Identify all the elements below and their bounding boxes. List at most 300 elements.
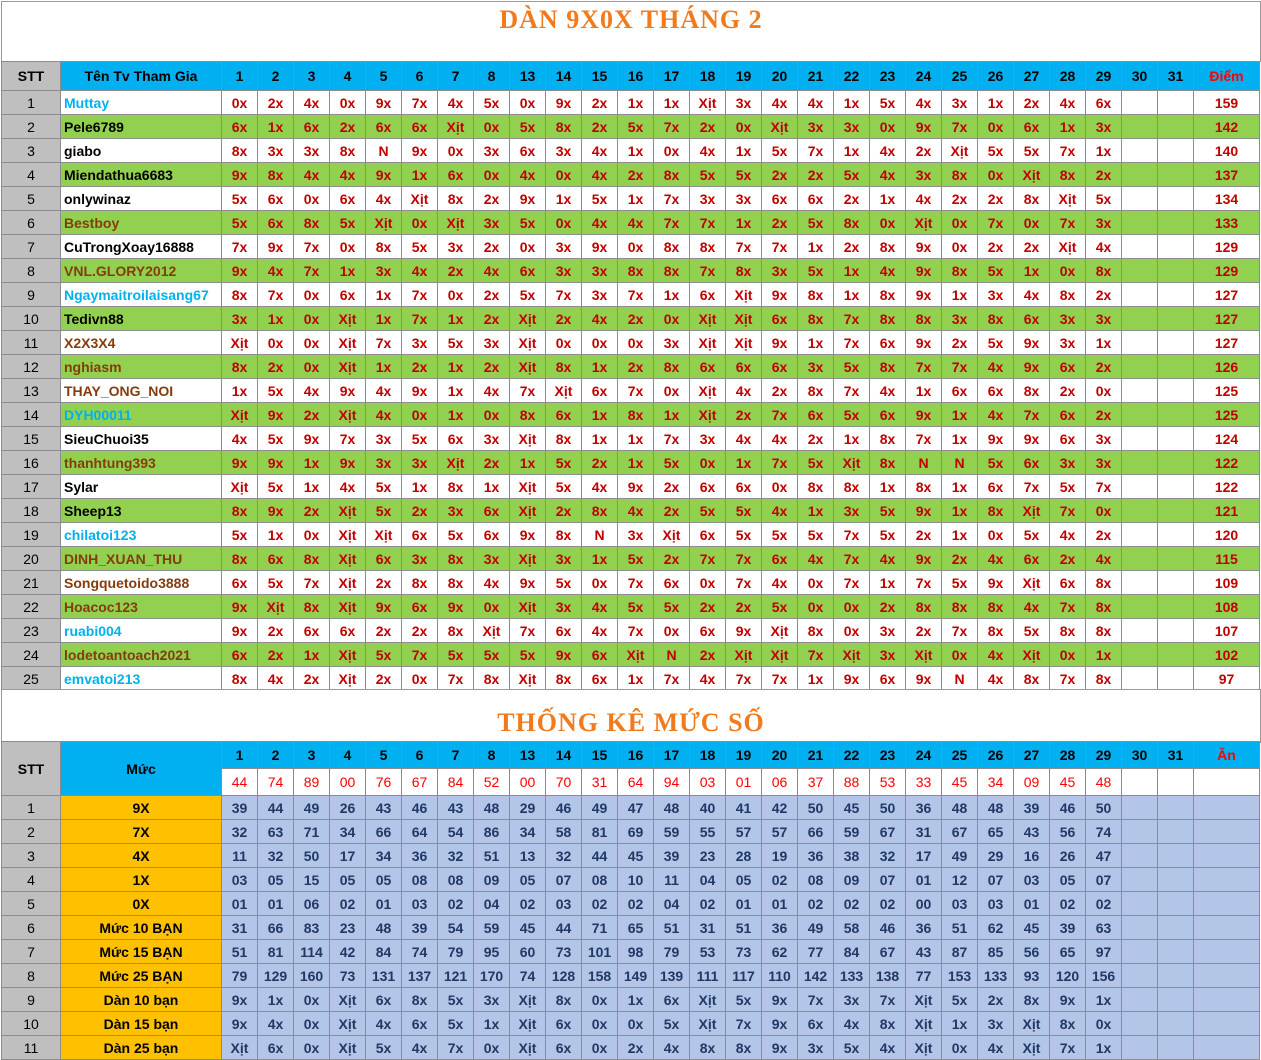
day-result: 8x [1086, 619, 1122, 643]
day-result: 2x [762, 163, 798, 187]
day-result: 8x [1086, 259, 1122, 283]
day-result: 2x [474, 307, 510, 331]
level-count [1158, 796, 1194, 820]
level-count: 48 [474, 796, 510, 820]
day-result: 5x [942, 571, 978, 595]
day-result [1158, 667, 1194, 691]
row-number: 16 [2, 451, 61, 475]
day-result: 6x [978, 379, 1014, 403]
member-row [2, 547, 1260, 571]
day-result: 8x [438, 571, 474, 595]
day-result: 4x [870, 547, 906, 571]
level-count [1122, 1036, 1158, 1060]
day-result: 2x [978, 187, 1014, 211]
day-result: 2x [402, 499, 438, 523]
day-result: 7x [690, 211, 726, 235]
result-number: 53 [870, 769, 906, 796]
day-result: 5x [798, 523, 834, 547]
day-result: 1x [366, 283, 402, 307]
day-result: 4x [582, 211, 618, 235]
day-result: Xịt [330, 595, 366, 619]
level-count: 5x [726, 988, 762, 1012]
level-count: 74 [510, 964, 546, 988]
day-result: 6x [330, 187, 366, 211]
level-count: 54 [438, 916, 474, 940]
day-result: 0x [330, 235, 366, 259]
day-result: Xịt [906, 643, 942, 667]
an-header: Ăn [1194, 742, 1260, 769]
level-label: 4X [61, 844, 222, 868]
row-number: 7 [2, 235, 61, 259]
day-header: 28 [1050, 62, 1086, 91]
row-number: 2 [2, 115, 61, 139]
level-count [1158, 844, 1194, 868]
day-result: 3x [402, 547, 438, 571]
level-count: 4x [258, 1012, 294, 1036]
day-result: 4x [582, 619, 618, 643]
day-result: 0x [942, 235, 978, 259]
day-result: 2x [906, 619, 942, 643]
level-count: 02 [870, 892, 906, 916]
stats-row [2, 892, 1260, 916]
level-count: 8x [546, 988, 582, 1012]
level-count: 2x [618, 1036, 654, 1060]
level-count: 101 [582, 940, 618, 964]
level-count: 09 [474, 868, 510, 892]
level-count: 5x [834, 1036, 870, 1060]
row-number: 20 [2, 547, 61, 571]
level-count [1158, 1012, 1194, 1036]
stats-row [2, 964, 1260, 988]
day-result: Xịt [510, 499, 546, 523]
day-result: 5x [762, 523, 798, 547]
level-count: 81 [582, 820, 618, 844]
day-result: 5x [510, 115, 546, 139]
level-count: 51 [942, 916, 978, 940]
day-result: 8x [222, 139, 258, 163]
day-result: 1x [942, 403, 978, 427]
result-number: 67 [402, 769, 438, 796]
day-result: Xịt [834, 643, 870, 667]
day-result: 0x [618, 331, 654, 355]
day-result: Xịt [726, 643, 762, 667]
member-row [2, 619, 1260, 643]
level-count: 02 [330, 892, 366, 916]
level-count: 54 [438, 820, 474, 844]
member-points: 97 [1194, 667, 1260, 691]
stats-row [2, 796, 1260, 820]
level-count: 79 [438, 940, 474, 964]
member-points: 140 [1194, 139, 1260, 163]
level-count: 156 [1086, 964, 1122, 988]
level-count: 65 [618, 916, 654, 940]
day-header: 7 [438, 62, 474, 91]
level-an [1194, 988, 1260, 1012]
day-header: 17 [654, 62, 690, 91]
level-count: 00 [906, 892, 942, 916]
level-count: 02 [798, 892, 834, 916]
level-count: 5x [438, 988, 474, 1012]
day-result: 1x [330, 259, 366, 283]
member-name: Pele6789 [61, 115, 222, 139]
day-result: 0x [690, 451, 726, 475]
day-result: 3x [798, 355, 834, 379]
day-result: 8x [546, 115, 582, 139]
day-result: 7x [834, 571, 870, 595]
day-result: 2x [942, 331, 978, 355]
level-count: 02 [690, 892, 726, 916]
day-result: 5x [1014, 523, 1050, 547]
level-count: 74 [402, 940, 438, 964]
day-result: 1x [618, 187, 654, 211]
day-result: 2x [654, 547, 690, 571]
day-result: 3x [906, 163, 942, 187]
day-result: 4x [1086, 235, 1122, 259]
day-result: 6x [1014, 451, 1050, 475]
level-count: 34 [510, 820, 546, 844]
level-count [1122, 940, 1158, 964]
day-result: 6x [1050, 355, 1086, 379]
day-result: 1x [294, 451, 330, 475]
day-result: 0x [1050, 643, 1086, 667]
level-count: 48 [654, 796, 690, 820]
day-result [1122, 115, 1158, 139]
day-header: 1 [222, 62, 258, 91]
day-result: 5x [438, 331, 474, 355]
day-result [1122, 619, 1158, 643]
day-result: 0x [294, 355, 330, 379]
member-name: DINH_XUAN_THU [61, 547, 222, 571]
day-result: 1x [438, 403, 474, 427]
day-result: 0x [834, 595, 870, 619]
day-result [1158, 259, 1194, 283]
level-count: 02 [510, 892, 546, 916]
level-count: 42 [762, 796, 798, 820]
level-count: 32 [222, 820, 258, 844]
day-result: Xịt [690, 403, 726, 427]
day-result: 3x [726, 91, 762, 115]
day-result: Xịt [402, 187, 438, 211]
level-count: 04 [474, 892, 510, 916]
level-count: 7x [870, 988, 906, 1012]
level-an [1194, 796, 1260, 820]
row-number: 5 [2, 187, 61, 211]
member-name: Hoacoc123 [61, 595, 222, 619]
level-count: 48 [942, 796, 978, 820]
day-result: 1x [870, 571, 906, 595]
day-result [1158, 235, 1194, 259]
level-label: Dàn 25 bạn [61, 1036, 222, 1060]
day-result: 6x [942, 379, 978, 403]
day-result: 2x [870, 595, 906, 619]
level-count: 26 [330, 796, 366, 820]
day-result [1158, 451, 1194, 475]
day-result: Xịt [510, 667, 546, 691]
day-result: 5x [222, 211, 258, 235]
level-count: 01 [1014, 892, 1050, 916]
day-result: 2x [1086, 283, 1122, 307]
level-count: 23 [330, 916, 366, 940]
level-count: 69 [618, 820, 654, 844]
day-result: 0x [546, 163, 582, 187]
level-count: 83 [294, 916, 330, 940]
level-count: Xịt [510, 988, 546, 1012]
member-row [2, 211, 1260, 235]
level-count: 4x [366, 1012, 402, 1036]
level-count: 51 [474, 844, 510, 868]
day-result: 6x [474, 499, 510, 523]
day-result: 7x [294, 235, 330, 259]
day-result: 7x [546, 283, 582, 307]
day-result: Xịt [726, 283, 762, 307]
day-result: 5x [438, 523, 474, 547]
level-count: 8x [726, 1036, 762, 1060]
member-row [2, 643, 1260, 667]
result-number: 03 [690, 769, 726, 796]
level-count: 08 [402, 868, 438, 892]
day-result: 6x [762, 547, 798, 571]
member-name: Sylar [61, 475, 222, 499]
level-count: 01 [906, 868, 942, 892]
day-result: Xịt [510, 595, 546, 619]
day-result: 4x [402, 259, 438, 283]
level-count: 05 [330, 868, 366, 892]
day-result: 6x [762, 307, 798, 331]
member-points: 108 [1194, 595, 1260, 619]
level-count: 02 [618, 892, 654, 916]
day-result: 4x [366, 403, 402, 427]
day-result: 6x [402, 595, 438, 619]
result-number: 00 [330, 769, 366, 796]
day-result [1158, 475, 1194, 499]
level-count: 51 [222, 940, 258, 964]
member-points: 120 [1194, 523, 1260, 547]
stats-day-header: 14 [546, 742, 582, 769]
day-result: 7x [618, 571, 654, 595]
day-result: 2x [690, 115, 726, 139]
day-result: 0x [222, 91, 258, 115]
level-count: 51 [654, 916, 690, 940]
member-name: Songquetoido3888 [61, 571, 222, 595]
day-result: Xịt [510, 331, 546, 355]
day-result: 1x [942, 283, 978, 307]
day-result: Xịt [510, 547, 546, 571]
day-result: 2x [258, 619, 294, 643]
day-result: 2x [834, 187, 870, 211]
day-result: 0x [474, 115, 510, 139]
level-count: 4x [978, 1036, 1014, 1060]
day-result: 5x [726, 523, 762, 547]
day-result: 2x [1086, 355, 1122, 379]
stats-day-header: 17 [654, 742, 690, 769]
member-name: ruabi004 [61, 619, 222, 643]
day-result: 7x [726, 571, 762, 595]
level-count: 77 [798, 940, 834, 964]
level-count: 50 [798, 796, 834, 820]
level-count: 58 [546, 820, 582, 844]
day-result: 5x [582, 187, 618, 211]
day-result: 7x [726, 547, 762, 571]
day-result: 8x [546, 427, 582, 451]
day-result: 7x [1050, 595, 1086, 619]
level-count: 79 [654, 940, 690, 964]
member-name: Sheep13 [61, 499, 222, 523]
day-result: 5x [258, 475, 294, 499]
day-result: 2x [474, 187, 510, 211]
row-number: 8 [2, 259, 61, 283]
day-result: 4x [762, 499, 798, 523]
day-result: 5x [546, 475, 582, 499]
level-count [1122, 820, 1158, 844]
day-result: 6x [330, 619, 366, 643]
day-result: 5x [978, 331, 1014, 355]
level-count: 42 [330, 940, 366, 964]
level-count [1122, 988, 1158, 1012]
day-result: 8x [222, 667, 258, 691]
day-result: 1x [582, 403, 618, 427]
day-result: 9x [978, 427, 1014, 451]
day-result: 1x [1086, 331, 1122, 355]
level-count: 16 [1014, 844, 1050, 868]
day-result: 8x [906, 475, 942, 499]
day-result: 1x [438, 307, 474, 331]
member-points: 115 [1194, 547, 1260, 571]
day-result: 8x [546, 523, 582, 547]
day-result: 4x [222, 427, 258, 451]
day-result: 7x [798, 643, 834, 667]
day-result: 2x [294, 499, 330, 523]
member-row [2, 283, 1260, 307]
day-result: 8x [978, 619, 1014, 643]
day-result: 8x [906, 307, 942, 331]
level-count: 65 [1050, 940, 1086, 964]
day-result: 7x [942, 115, 978, 139]
level-count: 64 [402, 820, 438, 844]
result-number: 01 [726, 769, 762, 796]
stats-row [2, 820, 1260, 844]
day-result: 0x [1014, 211, 1050, 235]
level-label: 7X [61, 820, 222, 844]
stats-day-header: 19 [726, 742, 762, 769]
day-result: 8x [222, 499, 258, 523]
day-result: 1x [834, 427, 870, 451]
level-count: 95 [474, 940, 510, 964]
day-result: 7x [294, 571, 330, 595]
day-result: 7x [906, 355, 942, 379]
day-result: 7x [690, 259, 726, 283]
level-count: 04 [654, 892, 690, 916]
day-result [1122, 595, 1158, 619]
level-count: 39 [1014, 796, 1050, 820]
level-count: 46 [546, 796, 582, 820]
day-result: 3x [870, 643, 906, 667]
row-number: 3 [2, 139, 61, 163]
day-result: 5x [762, 595, 798, 619]
day-result: 7x [654, 667, 690, 691]
day-result: 0x [546, 211, 582, 235]
day-result: 7x [1014, 475, 1050, 499]
stats-day-header: 30 [1122, 742, 1158, 769]
day-result: 0x [762, 475, 798, 499]
day-result: 3x [366, 451, 402, 475]
member-name: VNL.GLORY2012 [61, 259, 222, 283]
stats-row-number: 6 [2, 916, 61, 940]
level-count [1122, 892, 1158, 916]
level-count: 9x [762, 1012, 798, 1036]
level-count: 07 [978, 868, 1014, 892]
day-result: 4x [690, 139, 726, 163]
day-result [1122, 235, 1158, 259]
level-count: 1x [942, 1012, 978, 1036]
day-result: Xịt [546, 379, 582, 403]
day-result [1158, 187, 1194, 211]
day-result [1158, 379, 1194, 403]
day-result: 7x [402, 283, 438, 307]
level-count: 29 [978, 844, 1014, 868]
day-result: 2x [906, 139, 942, 163]
day-result: 7x [762, 235, 798, 259]
stats-day-header: 6 [402, 742, 438, 769]
day-result: 8x [978, 595, 1014, 619]
day-result: 1x [222, 379, 258, 403]
day-result: 8x [942, 259, 978, 283]
day-result: 9x [906, 283, 942, 307]
day-result: 9x [762, 283, 798, 307]
level-count: 49 [294, 796, 330, 820]
level-count: 71 [294, 820, 330, 844]
day-result: Xịt [474, 619, 510, 643]
member-row [2, 139, 1260, 163]
day-result: 2x [474, 283, 510, 307]
level-count: 45 [510, 916, 546, 940]
day-result: 5x [654, 595, 690, 619]
row-number: 10 [2, 307, 61, 331]
level-count: 81 [258, 940, 294, 964]
level-count [1122, 916, 1158, 940]
day-result: 6x [582, 379, 618, 403]
level-count: 36 [906, 796, 942, 820]
day-result: 1x [798, 331, 834, 355]
day-result: 7x [906, 571, 942, 595]
member-row [2, 331, 1260, 355]
level-count: 0x [582, 1012, 618, 1036]
level-count: 120 [1050, 964, 1086, 988]
day-result: 0x [474, 163, 510, 187]
level-count [1158, 1036, 1194, 1060]
day-result: 6x [654, 571, 690, 595]
day-result: 6x [690, 523, 726, 547]
day-result: 5x [510, 211, 546, 235]
level-count: 0x [294, 1012, 330, 1036]
day-result: 9x [582, 235, 618, 259]
day-result: N [654, 643, 690, 667]
level-count: 133 [978, 964, 1014, 988]
day-result: Xịt [222, 403, 258, 427]
day-result: 2x [258, 643, 294, 667]
level-count: 133 [834, 964, 870, 988]
day-result: 3x [726, 187, 762, 211]
day-result: 3x [942, 91, 978, 115]
day-result: 7x [618, 379, 654, 403]
day-result: 1x [438, 355, 474, 379]
day-result: 4x [582, 475, 618, 499]
day-result: 8x [654, 163, 690, 187]
day-result [1158, 403, 1194, 427]
day-result: 0x [978, 115, 1014, 139]
day-result: 6x [402, 115, 438, 139]
day-header: 29 [1086, 62, 1122, 91]
day-result: 6x [690, 283, 726, 307]
